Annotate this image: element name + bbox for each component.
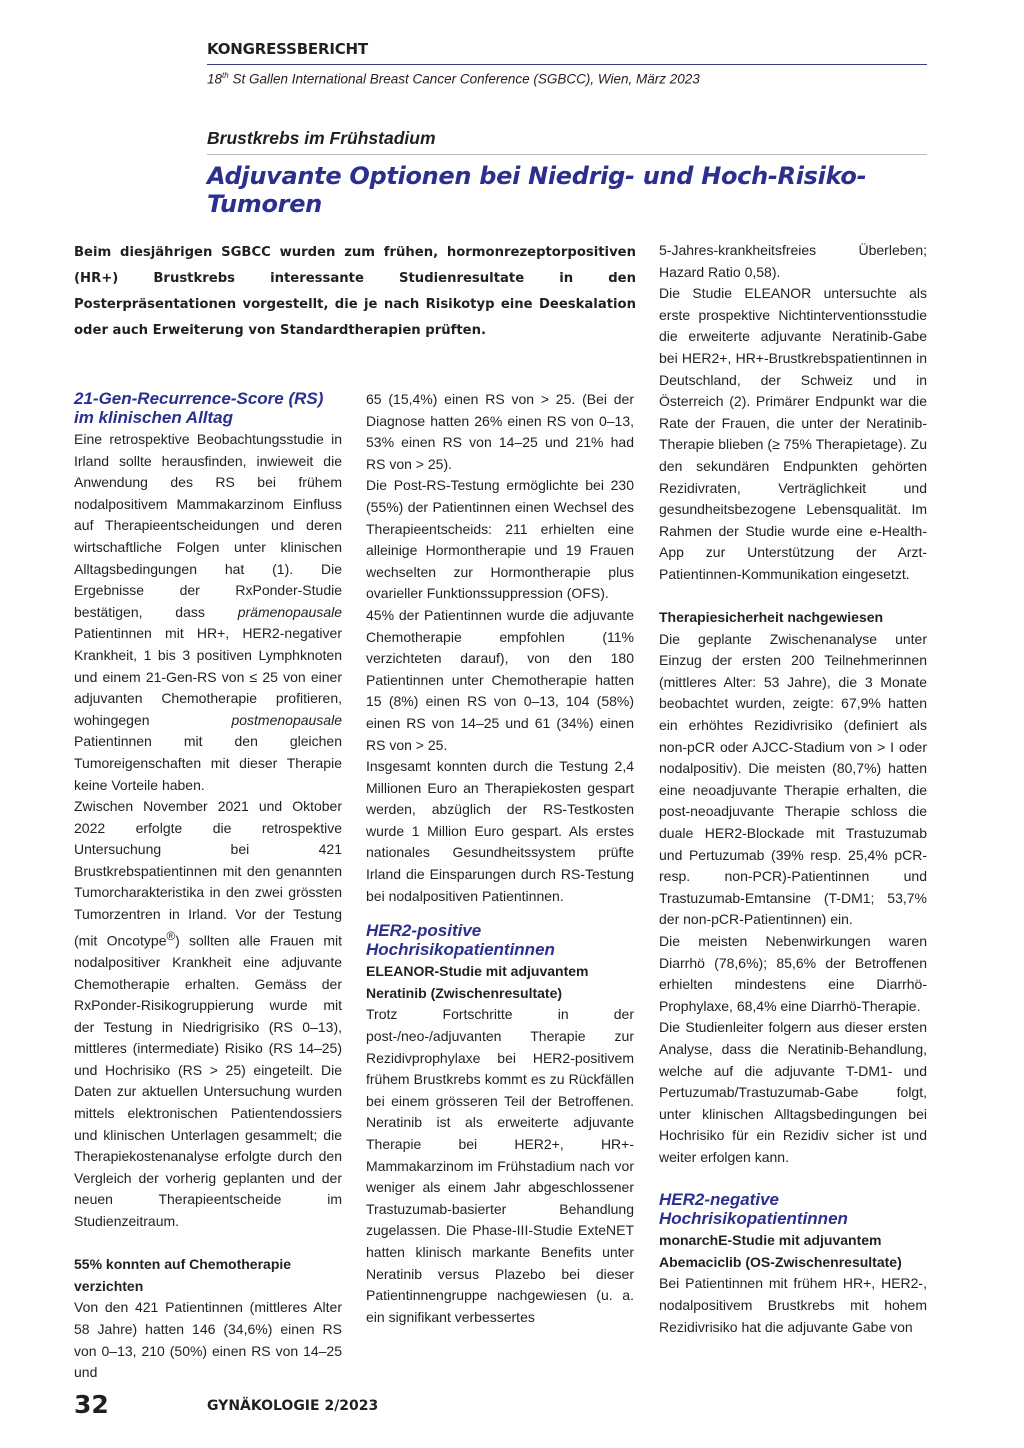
- paragraph: Die geplante Zwischenanalyse unter Einzug der ersten 200 Teilnehmerinnen (mittleres Alter: 53 Jahre), die 3 Monate beobachtet wurden, zeigte: 67,9% hatten ein erhöhtes Rezidivrisiko (definiert als non-pCR oder AJCC-Stadium von > I oder nodalpositiv). Die meisten (80,7%) hatten eine neoadjuvante Therapie erhalten, die post-neoadjuvante Therapie schloss die duale HER2-Blockade mit Trastuzumab und Pertuzumab (39% resp. 25,4% pCR- resp. non-PCR)-Patientinnen und Trastuzumab-Emtansine (T-DM1; 53,7% der non-pCR-Patientinnen) ein.: [659, 630, 927, 928]
- paragraph: [74, 429, 342, 796]
- registered-mark: ®: [166, 929, 176, 943]
- heading-rs: 21-Gen-Recurrence-Score (RS) im klinischen Alltag: [74, 389, 324, 427]
- paragraph: Die Studie ELEANOR untersuchte als erste prospektive Nichtinterventionsstudie die erweiterte adjuvante Neratinib-Gabe bei HER2+, HR+-Brustkrebspatientinnen in Deutschland, der Schweiz und in Österreich (2). Primärer Endpunkt war die Rate der Frauen, die unter der Neratinib-Therapie blieben (≥ 75% Therapietage). Zu den sekundären Endpunkten gehörten Rezidivraten, Verträglichkeit und gesundheitsbezogene Lebensqualität. Im Rahmen der Studie wurde eine e-Health-App zur Unterstützung der Arzt-Patientinnen-Kommunikation eingesetzt.: [659, 285, 927, 582]
- column-1: [74, 389, 342, 1384]
- article-title: Adjuvante Optionen bei Niedrig- und Hoch-Risiko-Tumoren: [207, 162, 867, 218]
- text-run: Patientinnen mit HR+, HER2-negativer Krankheit, 1 bis 3 positiven Lymphknoten und einem 21-Gen-RS von ≤ 25 von einer adjuvanten Chemotherapie profitieren, wohingegen: [74, 625, 342, 728]
- column-3: [659, 240, 927, 1338]
- header-rule: [207, 64, 927, 65]
- conference-line: [207, 71, 927, 87]
- subheading-monarche: monarchE-Studie mit adjuvantem Abemaciclib (OS-Zwischenresultate): [659, 1232, 902, 1270]
- kicker-label: KONGRESSBERICHT: [207, 40, 368, 58]
- text-run: ) sollten alle Frauen mit nodalpositiver Krankheit eine adjuvante Chemotherapie erhalten. Gemäss der RxPonder-Risikogruppierung wurde mit der Testung in Niedrigrisiko (RS 0–13), mittleres (intermediate) Risiko (RS 14–25) und Hochrisiko (RS > 25) eingeteilt. Die Daten zur aktuellen Untersuchung wurden mittels elektronischen Patientendossiers und klinischen Unterlagen gesammelt; die Therapiekostenanalyse erfolgte durch den Vergleich der vorherig geplanten und der neuen Therapieentscheide im Studienzeitraum.: [74, 932, 342, 1230]
- text-run: Patientinnen mit den gleichen Tumoreigenschaften mit dieser Therapie keine Vorteile haben.: [74, 733, 342, 793]
- paragraph: Trotz Fortschritte in der post-/neo-/adjuvanten Therapie zur Rezidivprophylaxe bei HER2-positivem frühem Brustkrebs kommt es zu Rückfällen bei einem grösseren Teil der Betroffenen. Neratinib ist als erweiterte adjuvante Therapie bei HER2+, HR+-Mammakarzinom im Frühstadium nach vor weniger als einem Jahr abgeschlossener Trastuzumab-basierter Behandlung zugelassen. Die Phase-III-Studie ExteNET hatten klinisch markante Benefits unter Neratinib versus Plazebo bei dieser Patientinnengruppe nachgewiesen (u. a. ein signifikant verbessertes: [366, 1006, 634, 1325]
- subheading-eleanor: ELEANOR-Studie mit adjuvantem Neratinib (Zwischenresultate): [366, 963, 589, 1001]
- emphasis: prämenopausale: [237, 603, 342, 620]
- page-number: 32: [74, 1390, 109, 1419]
- paragraph: Insgesamt konnten durch die Testung 2,4 Millionen Euro an Therapiekosten gespart werden, abzüglich der RS-Testkosten wurde 1 Million Euro gespart. Als erstes nationales Gesundheitssystem prüfte Irland die Einsparungen durch RS-Testung bei nodalpositiven Patientinnen.: [366, 758, 634, 904]
- paragraph: Bei Patientinnen mit frühem HR+, HER2-, nodalpositivem Brustkrebs mit hohem Rezidivrisiko hat die adjuvante Gabe von: [659, 1275, 927, 1335]
- article-lead: Beim diesjährigen SGBCC wurden zum frühen, hormonrezeptorpositiven (HR+) Brustkrebs interessante Studienresultate in den Posterpräsentationen vorgestellt, die je nach Risikotyp eine Deeskalation oder auch Erweiterung von Standardtherapien prüften.: [74, 245, 636, 338]
- paragraph: 45% der Patientinnen wurde die adjuvante Chemotherapie empfohlen (11% verzichteten darauf), von den 180 Patientinnen unter Chemotherapie hatten 15 (8%) einen RS von 0–13, 104 (58%) einen RS von 14–25 und 61 (34%) einen RS von > 25.: [366, 606, 634, 753]
- column-2: [366, 389, 634, 1328]
- text-run: Zwischen November 2021 und Oktober 2022 erfolgte die retrospektive Untersuchung bei 421 Brustkrebspatientinnen mit den genannten Tumorcharakteristika in den zwei grössten Tumorzentren in Irland. Vor der Testung (mit Oncotype: [74, 798, 342, 949]
- conference-name: St Gallen International Breast Cancer Conference (SGBCC), Wien, März 2023: [228, 71, 700, 87]
- conference-number: 18: [207, 71, 223, 87]
- paragraph: Die meisten Nebenwirkungen waren Diarrhö (78,6%); 85,6% der Betroffenen erhielten mindestens eine Diarrhö-Prophylaxe, 68,4% eine Diarrhö-Therapie.: [659, 933, 927, 1014]
- paragraph: Die Studienleiter folgern aus dieser ersten Analyse, dass die Neratinib-Behandlung, welche auf die adjuvante T-DM1- und Pertuzumab/Trastuzumab-Gabe folgt, unter klinischen Alltagsbedingungen bei Hochrisiko für ein Rezidiv sicher ist und weiter erfolgen kann.: [659, 1019, 927, 1165]
- text-run: Eine retrospektive Beobachtungsstudie in Irland sollte herausfinden, inwieweit die Anwendung des RS bei frühem nodalpositivem Mammakarzinom Einfluss auf Therapieentscheidungen und deren wirtschaftliche Folgen unter klinischen Alltagsbedingungen hat (1). Die Ergebnisse der RxPonder-Studie bestätigen, dass: [74, 431, 342, 620]
- heading-her2-negative: HER2-negative Hochrisikopatientinnen: [659, 1190, 848, 1229]
- paragraph: Die Post-RS-Testung ermöglichte bei 230 (55%) der Patientinnen einen Wechsel des Therapieentscheids: 211 erhielten eine alleinige Hormontherapie und 19 Frauen wechselten zur Hormontherapie plus ovarieller Funktionssuppression (OFS).: [366, 477, 634, 602]
- subheading-chemo: 55% konnten auf Chemotherapie verzichten: [74, 1256, 292, 1294]
- paragraph: 5-Jahres-krankheitsfreies Überleben; Hazard Ratio 0,58).: [659, 242, 927, 280]
- paragraph: Von den 421 Patientinnen (mittleres Alter 58 Jahre) hatten 146 (34,6%) einen RS von 0–13, 210 (50%) einen RS von 14–25 und: [74, 1299, 342, 1381]
- emphasis: postmenopausale: [231, 711, 342, 728]
- journal-issue: GYNÄKOLOGIE 2/2023: [207, 1398, 379, 1414]
- section-rule: [207, 154, 927, 155]
- heading-her2-positive: HER2-positive Hochrisikopatientinnen: [366, 921, 555, 960]
- subheading-safety: Therapiesicherheit nachgewiesen: [659, 609, 884, 626]
- conference-ordinal: th: [222, 71, 229, 80]
- paragraph: [74, 796, 342, 1233]
- page-header: [207, 40, 927, 87]
- section-kicker: [207, 128, 927, 155]
- section-kicker-text: Brustkrebs im Frühstadium: [207, 128, 436, 148]
- paragraph: 65 (15,4%) einen RS von > 25. (Bei der Diagnose hatten 26% einen RS von 0–13, 53% einen RS von 14–25 und 21% had RS von > 25).: [366, 391, 634, 472]
